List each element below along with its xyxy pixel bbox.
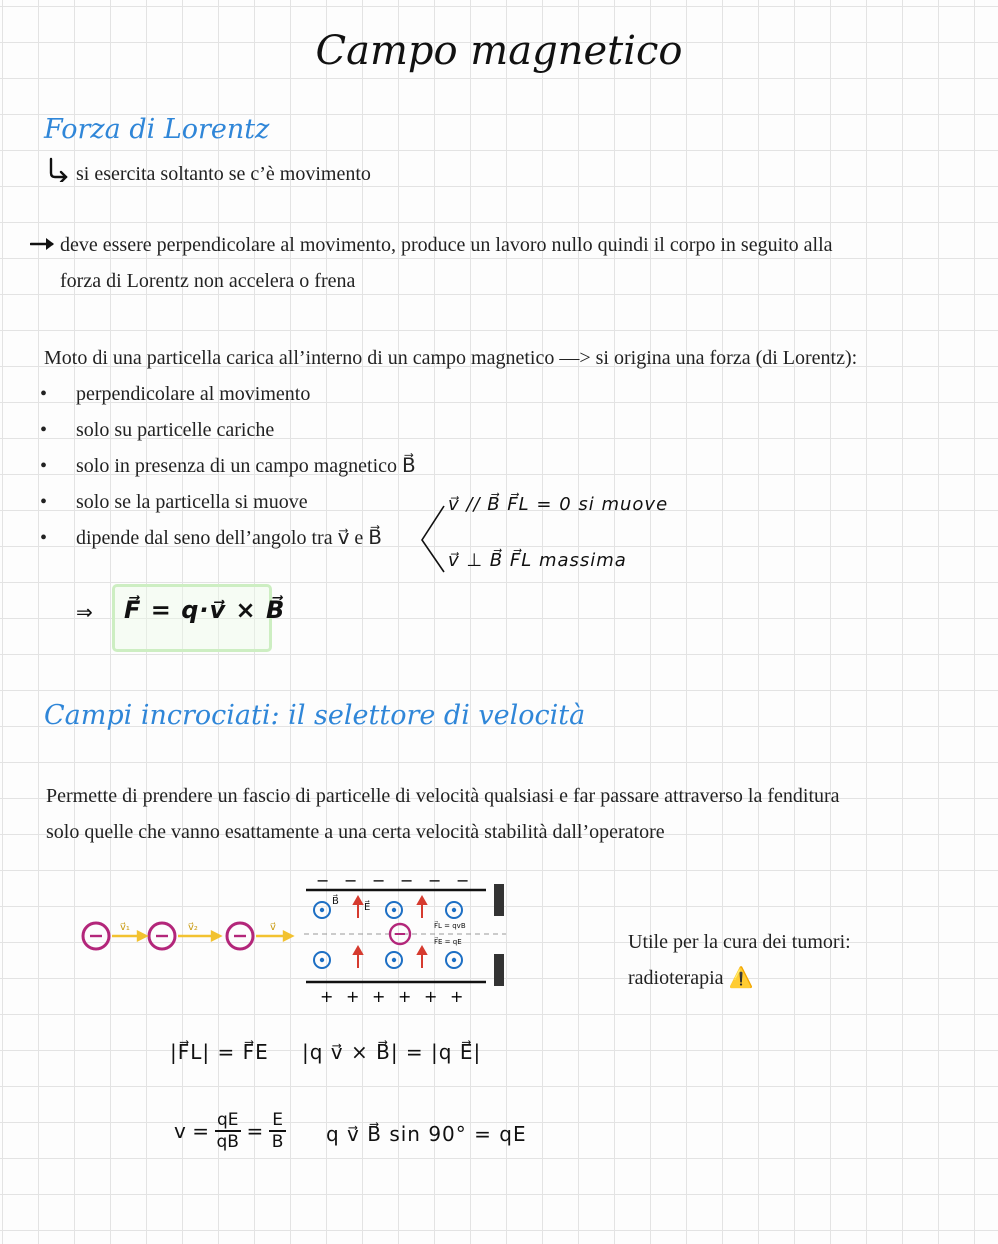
list-item: • solo in presenza di un campo magnetico B⃗ [40,455,416,477]
svg-text:+: + [450,987,464,1006]
equation-velocity: v = $\frac{qE}{qB}$ = $\frac{E}{B}$ [174,1110,286,1152]
e-label: E⃗ [364,902,371,913]
v-label: v⃗ [270,922,276,933]
fl-label: F⃗L = qvB [434,922,466,930]
list-item: • perpendicolare al movimento [40,383,311,405]
side-note-radioterapia: radioterapia [628,967,724,989]
side-note-line2 [628,960,753,996]
fraction-qe-qb: $\frac{qE}{qB}$ [216,1110,239,1152]
bullet-list [40,376,416,556]
paragraph-line2: solo quelle che vanno esattamente a una certa velocità stabilità dall’operatore [46,821,665,843]
equation-force-equality: |F⃗L| = F⃗E [170,1040,269,1064]
positive-plate [306,982,486,1006]
v2-label: v⃗₂ [188,922,198,933]
b-label: B⃗ [332,896,339,907]
slit-wall-bottom [494,954,504,986]
svg-text:+: + [346,987,360,1006]
section-heading-velocity-selector: Campi incrociati: il selettore di velocità [44,700,586,731]
list-item: • solo su particelle cariche [40,419,275,441]
equation-sin90: q v⃗ B⃗ sin 90° = qE [326,1122,527,1146]
paragraph-line1: Permette di prendere un fascio di particelle di velocità qualsiasi e far passare attraverso la fenditura [46,785,840,807]
lorentz-formula: F⃗ = q·v⃗ × B⃗ [124,596,286,624]
list-item: • dipende dal seno dell’angolo tra v⃗ e B⃗ [40,527,383,549]
section-heading-lorentz: Forza di Lorentz [44,114,270,145]
incoming-particles [83,923,253,949]
equation-magnitudes: |q v⃗ × B⃗| = |q E⃗| [302,1040,482,1064]
v1-label: v⃗₁ [120,922,130,933]
svg-text:−: − [456,872,470,890]
eq-v-prefix: v = [174,1119,209,1143]
side-note-line1: Utile per la cura dei tumori: [628,931,851,953]
return-arrow-icon [46,156,72,187]
svg-text:+: + [424,987,438,1006]
fe-label: F⃗E = qE [434,938,462,946]
right-arrow-icon [30,236,58,257]
svg-text:−: − [428,872,442,890]
list-item: • solo se la particella si muove [40,491,308,513]
svg-text:−: − [344,872,358,890]
svg-text:+: + [372,987,386,1006]
branch-perpendicular: v⃗ ⊥ B⃗ F⃗L massima [448,550,627,571]
svg-text:+: + [398,987,412,1006]
svg-text:−: − [372,872,386,890]
minus-sign: − [316,872,330,890]
intro-text: Moto di una particella carica all’interno di un campo magnetico —> si origina una forza (di Lorentz): [44,347,858,369]
branch-parallel: v⃗ // B⃗ F⃗L = 0 si muove [448,494,669,515]
svg-text:−: − [400,872,414,890]
velocity-selector-diagram [76,872,516,1017]
magnetic-field-out-icons [314,902,462,968]
page-title: Campo magnetico [315,28,683,74]
svg-text:+: + [320,987,334,1006]
slit-wall-top [494,884,504,916]
negative-plate [306,872,486,890]
fraction-e-b: $\frac{E}{B}$ [269,1110,286,1152]
note-perpendicular-line2: forza di Lorentz non accelera o frena [60,270,356,292]
implies-arrow: ⇒ [76,600,93,624]
branch-bracket [418,500,448,585]
velocity-arrows [112,932,292,940]
note-movement: si esercita soltanto se c’è movimento [76,163,371,185]
note-perpendicular-line1: deve essere perpendicolare al movimento, produce un lavoro nullo quindi il corpo in seguito alla [60,234,833,256]
warning-icon: ⚠️ [728,967,754,989]
